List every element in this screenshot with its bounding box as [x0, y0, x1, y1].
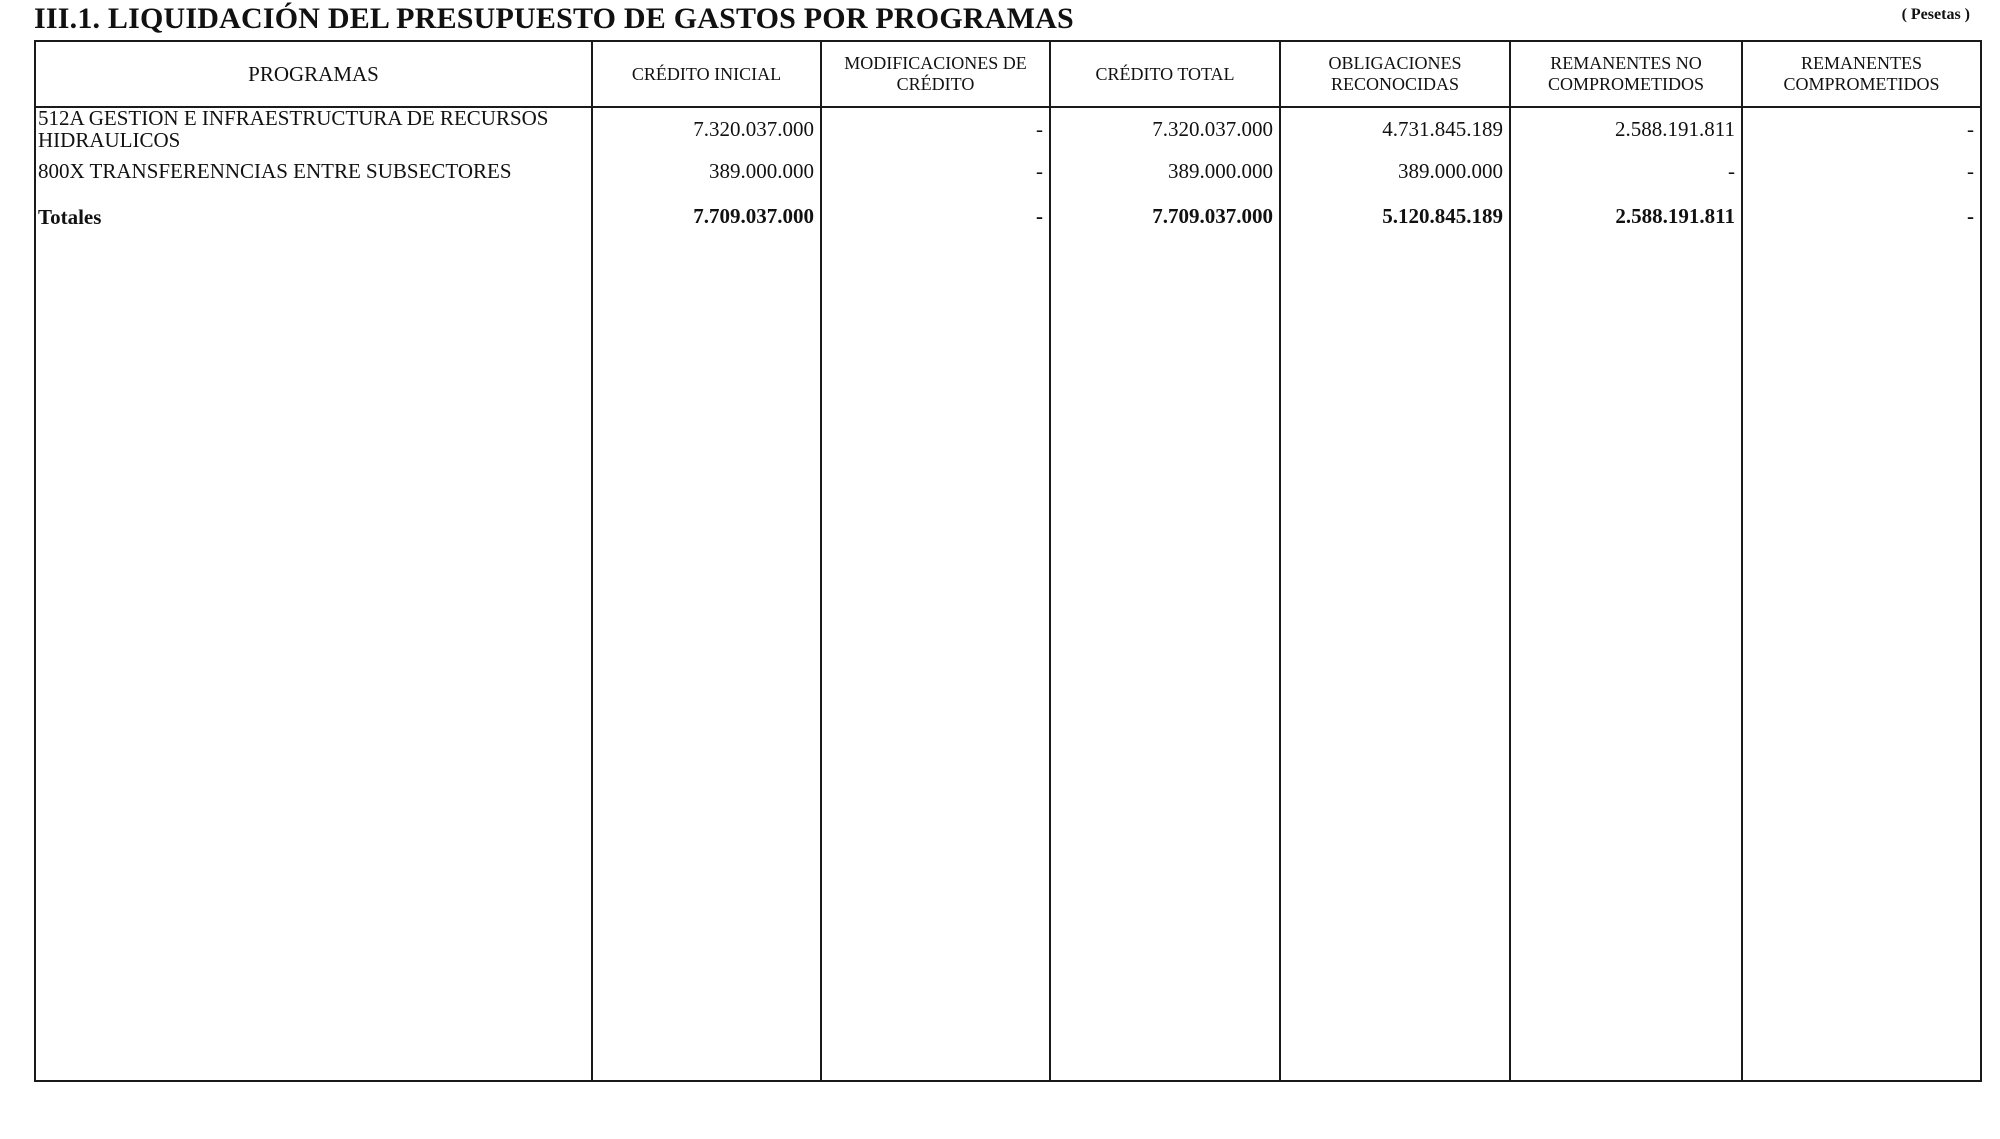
row-obligaciones: 389.000.000: [1398, 159, 1503, 183]
row-programa: 800X TRANSFERENNCIAS ENTRE SUBSECTORES: [38, 159, 512, 183]
totals-remanentes-comp: -: [1967, 204, 1974, 228]
column-divider: [1741, 42, 1743, 1080]
totals-credito-inicial: 7.709.037.000: [693, 204, 814, 228]
totals-modificaciones: -: [1036, 204, 1043, 228]
row-credito-total: 389.000.000: [1168, 159, 1273, 183]
column-divider: [820, 42, 822, 1080]
row-modificaciones: -: [1036, 117, 1043, 141]
row-credito-inicial: 7.320.037.000: [693, 117, 814, 141]
header-remanentes-comp: REMANENTES COMPROMETIDOS: [1783, 53, 1940, 94]
header-credito-inicial: CRÉDITO INICIAL: [631, 63, 782, 84]
header-remanentes-no: REMANENTES NO COMPROMETIDOS: [1547, 53, 1705, 94]
page-title: III.1. LIQUIDACIÓN DEL PRESUPUESTO DE GASTOS POR PROGRAMAS: [34, 2, 1074, 35]
column-divider: [1279, 42, 1281, 1080]
header-obligaciones: OBLIGACIONES RECONOCIDAS: [1328, 53, 1462, 94]
column-divider: [591, 42, 593, 1080]
totals-credito-total: 7.709.037.000: [1152, 204, 1273, 228]
totals-label: Totales: [38, 205, 102, 229]
header-programas: PROGRAMAS: [248, 61, 379, 86]
header-modificaciones: MODIFICACIONES DE CRÉDITO: [844, 53, 1027, 94]
budget-table: [34, 40, 1982, 1082]
row-modificaciones: -: [1036, 159, 1043, 183]
row-obligaciones: 4.731.845.189: [1382, 117, 1503, 141]
header-credito-total: CRÉDITO TOTAL: [1095, 63, 1235, 84]
row-remanentes-no: 2.588.191.811: [1615, 117, 1735, 141]
row-credito-inicial: 389.000.000: [709, 159, 814, 183]
row-programa: 512A GESTION E INFRAESTRUCTURA DE RECURSOS HIDRAULICOS: [38, 106, 549, 152]
row-credito-total: 7.320.037.000: [1152, 117, 1273, 141]
column-divider: [1509, 42, 1511, 1080]
row-remanentes-no: -: [1728, 159, 1735, 183]
row-remanentes-comp: -: [1967, 159, 1974, 183]
row-remanentes-comp: -: [1967, 117, 1974, 141]
currency-note: ( Pesetas ): [1901, 6, 1970, 23]
totals-remanentes-no: 2.588.191.811: [1615, 204, 1735, 228]
totals-obligaciones: 5.120.845.189: [1382, 204, 1503, 228]
column-divider: [1049, 42, 1051, 1080]
